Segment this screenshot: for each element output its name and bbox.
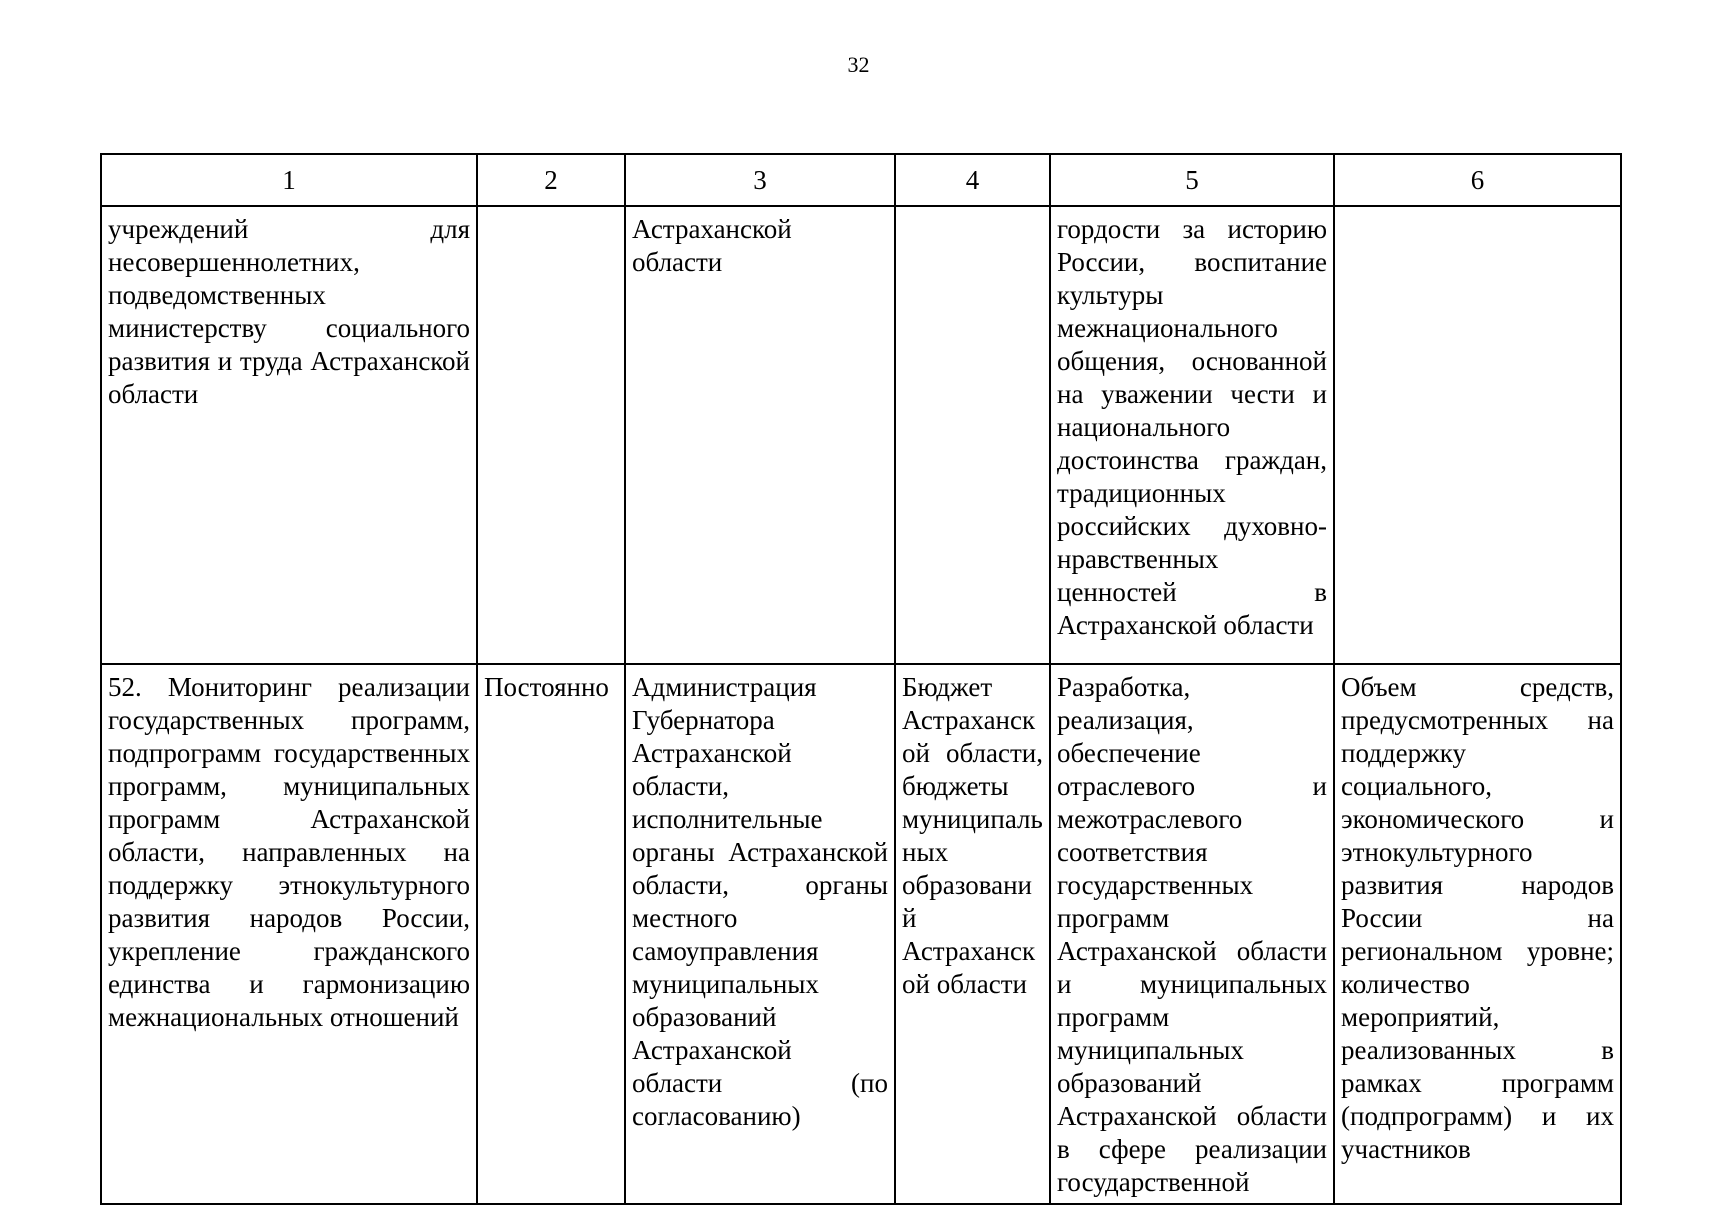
column-header-6: 6	[1334, 154, 1621, 206]
table-row	[101, 206, 1621, 664]
column-header-5: 5	[1050, 154, 1334, 206]
cell-indicators: Объем средств, предусмотренных на поддержку социального, экономического и этнокультурного развития народов России на региональном уровне; количество мероприятий, реализованных в рамках программ (подпрограмм) и их участников	[1334, 664, 1621, 1204]
cell-period: Постоянно	[477, 664, 625, 1204]
cell-indicators	[1334, 206, 1621, 664]
cell-period	[477, 206, 625, 664]
cell-executors: Астраханской области	[625, 206, 895, 664]
page-number: 32	[847, 52, 870, 77]
cell-expected-result: Разработка, реализация, обеспечение отраслевого и межотраслевого соответствия государственных программ Астраханской области и муниципальных программ муниципальных образований Астраханской области в сфере реализации государственной	[1050, 664, 1334, 1204]
cell-funding	[895, 206, 1050, 664]
column-header-1: 1	[101, 154, 477, 206]
column-header-4: 4	[895, 154, 1050, 206]
table-header-row	[101, 154, 1621, 206]
column-header-3: 3	[625, 154, 895, 206]
cell-executors: Администрация Губернатора Астраханской области, исполнительные органы Астраханской области, органы местного самоуправления муниципальных образований Астраханской области (по согласованию)	[625, 664, 895, 1204]
cell-expected-result: гордости за историю России, воспитание культуры межнационального общения, основанной на уважении чести и национального достоинства граждан, традиционных российских духовно-нравственных ценностей в Астраханской области	[1050, 206, 1334, 664]
document-table	[100, 153, 1622, 1205]
cell-institutions: учреждений для несовершеннолетних, подведомственных министерству социального развития и труда Астраханской области	[101, 206, 477, 664]
cell-funding: Бюджет Астраханской области, бюджеты муниципальных образований Астраханской области	[895, 664, 1050, 1204]
column-header-2: 2	[477, 154, 625, 206]
table-row	[101, 664, 1621, 1204]
cell-activity: 52. Мониторинг реализации государственных программ, подпрограмм государственных программ, муниципальных программ Астраханской области, направленных на поддержку этнокультурного развития народов России, укрепление гражданского единства и гармонизацию межнациональных отношений	[101, 664, 477, 1204]
